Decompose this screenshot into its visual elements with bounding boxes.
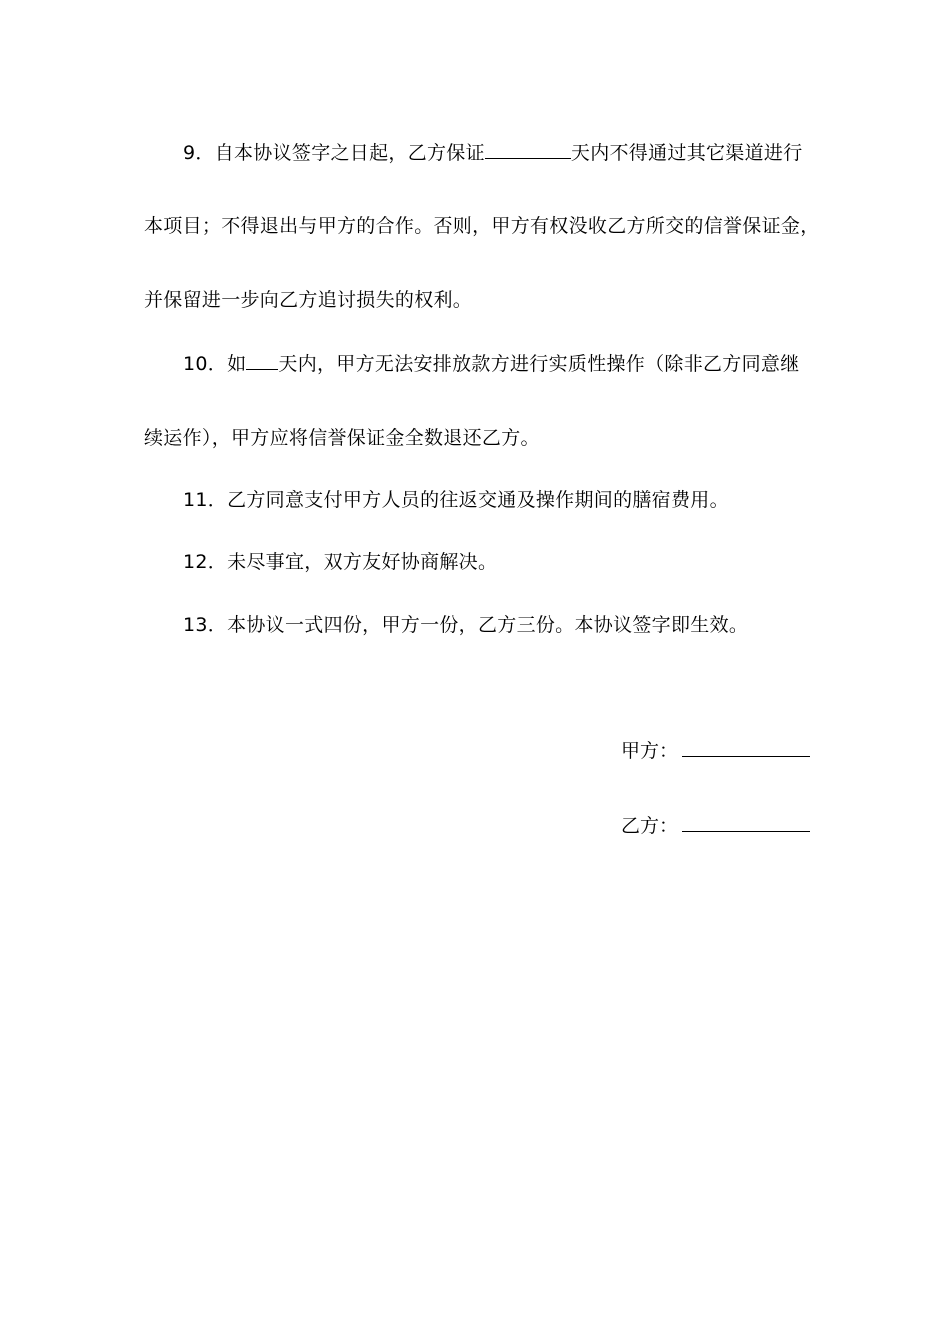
party-b-signature-row	[621, 813, 810, 838]
clause-9-text-suffix: 天内不得通过其它渠道进行	[570, 142, 803, 164]
party-a-label: 甲方：	[621, 740, 679, 762]
clause-10-line-1	[183, 351, 800, 376]
clause-9-line-3: 并保留进一步向乙方追讨损失的权利。	[144, 289, 473, 311]
party-a-signature-line	[682, 738, 810, 757]
clause-10-text-suffix: 天内，甲方无法安排放款方进行实质性操作（除非乙方同意继	[278, 353, 800, 375]
clause-12: 12．未尽事宜，双方友好协商解决。	[183, 551, 498, 573]
clause-9-days-blank	[485, 140, 571, 159]
clause-13: 13．本协议一式四份，甲方一份，乙方三份。本协议签字即生效。	[183, 614, 749, 636]
clause-10-days-blank	[246, 351, 278, 370]
clause-9-line-2: 本项目；不得退出与甲方的合作。否则，甲方有权没收乙方所交的信誉保证金，	[144, 215, 820, 237]
clause-10-line-2: 续运作），甲方应将信誉保证金全数退还乙方。	[144, 427, 540, 449]
party-b-label: 乙方：	[621, 815, 679, 837]
clause-9-line-1	[183, 140, 803, 165]
clause-10-text-prefix: 10．如	[183, 353, 247, 375]
party-a-signature-row	[621, 738, 810, 763]
clause-11: 11．乙方同意支付甲方人员的往返交通及操作期间的膳宿费用。	[183, 489, 729, 511]
clause-9-text-prefix: 9．自本协议签字之日起，乙方保证	[183, 142, 485, 164]
party-b-signature-line	[682, 813, 810, 832]
